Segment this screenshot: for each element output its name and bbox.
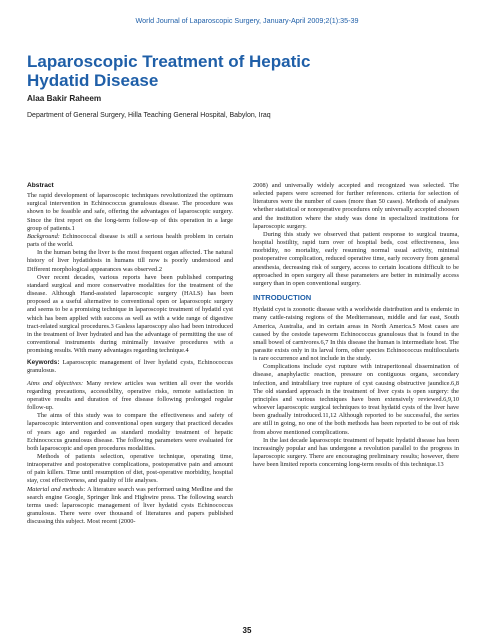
article-title xyxy=(27,52,467,90)
keywords-text: Laparoscopic management of liver hydatid cysts, Echinococcus granulosus. xyxy=(27,359,233,375)
abstract-paragraph: The rapid development of laparoscopic techniques revolutionized the optimum surgical intervention in Echinococcus granulosus disease. The procedure was shown to be feasible and safe, offering the advantages of laparoscopic surgery. Since the first report on the long-term follow-up of this operation in a large group of patients.1 xyxy=(27,192,233,232)
human-liver-paragraph: In the human being the liver is the most frequent organ affected. The natural history of liver hydatidosis in humans till now is poorly understood and Different morphological appearances was observed.2 xyxy=(27,249,233,273)
right-column xyxy=(253,182,459,469)
title-line-1: Laparoscopic Treatment of Hepatic xyxy=(27,52,311,71)
continued-paragraph: 2008) and universally widely accepted and recognized was selected. The selected papers were screened for further references. criteria for selection of literatures were the number of cases (more than 50 cases). Methods of analyses whether statistical or nonoperative procedures only universally accepted choosen and the institution where the study was done in specialized institutions for laparoscopic surgery. xyxy=(253,182,459,230)
keywords-lead: Keywords: xyxy=(27,359,60,367)
intro-paragraph-1: Hydatid cyst is zoonotic disease with a worldwide distribution and is endemic in many cattle-raising regions of the Mediterranean, middle and far east, South America, Australia, and in certain areas in North America.5 Most cases are caused by the cestode tapeworm Echinococcus granulosus that is found in the small bowel of carnivores.6,7 In this disease the human is intermediate host. The parasite exists only in its larval form, other species Echinococcus multilocularis is rare occurrence and not include in the study. xyxy=(253,306,459,363)
journal-header: World Journal of Laparoscopic Surgery, January-April 2009;2(1):35-39 xyxy=(135,16,359,25)
aims-text: Many review articles was written all over the worlds regarding precautions, accessibility, operative risks, remote satisfaction in operative results and duration of free disease following prolonged regular follow-up. xyxy=(27,379,233,412)
background-text: Echinococcal disease is still a serious health problem in certain parts of the world. xyxy=(27,232,233,249)
study-observation-paragraph: During this study we observed that patient response to surgical trauma, hospital hostility, rapid turn over of hospital beds, cost effectiveness, less morbidity, no mortality, early resuming normal usual activity, minimal postoperative complication, reduced operative time, early recovery from general anesthesia, decreasing risk of surgery, access to certain locations difficult to be approached in open surgery all these parameters are better in minimally access surgery than in open conventional surgery. xyxy=(253,230,459,287)
keywords-paragraph xyxy=(27,359,233,375)
aims-lead: Aims and objectives: xyxy=(27,379,84,387)
material-methods-lead: Material and methods: xyxy=(27,485,86,493)
aims-paragraph xyxy=(27,380,233,413)
material-methods-paragraph xyxy=(27,486,233,527)
recent-decades-paragraph: Over recent decades, various reports have been published comparing standard surgical and more conservative modalities for the treatment of the disease. Although Hand-assisted laparoscopic surgery (HALS) has been proposed as a useful alternative to conventional open or laparoscopic surgery and seems to be a promising technique in laparoscopic treatment of hydatid cyst which has been applied with success as well as with a wide range of digestive tract-related surgical procedures.3 Gasless laparoscopy also had been introduced in the treatment of liver hydrated and has the advantage of permitting the use of conventional instruments during minimally invasive procedures with a promising results. With many advantages regarding technique.4 xyxy=(27,273,233,355)
material-methods-text: A literature search was performed using Medline and the search engine Google, Springer link and Highwire press. The following search terms used: laparoscopic management of liver hydatid cysts Echinococcus granulosus. There were over thousand of literatures and papers published discussing this subject. Most recent (2000- xyxy=(27,485,233,526)
left-column xyxy=(27,182,233,526)
background-paragraph xyxy=(27,233,233,249)
methods-paragraph: Methods of patients selection, operative technique, operating time, intraoperative and postoperative complications, postoperative pain and amount of pain killers. Time until resumption of diet, post-operative morbidity, hospital stay, cost effectiveness, and quality of life analyses. xyxy=(27,453,233,485)
intro-paragraph-2: Complications include cyst rupture with intraperitoneal dissemination of disease, anaphylactic reaction, pressure on contiguous organs, secondary infection, and intrabiliary tree rupture of cyst causing obstructive jaundice.6,8 The old standard approach in the treatment of liver cysts is open surgery: the principles and various techniques have been extensively reviewed.6,9,10 whoever laparoscopic surgical techniques to treat hydatid cysts of the liver have been gradually introduced.11,12 Although reported to be successful, the series are still in going, no one of the both methods has been reported to be out of risk from above mentioned complications. xyxy=(253,363,459,436)
page-number: 35 xyxy=(242,626,252,635)
introduction-heading: INTRODUCTION xyxy=(253,293,312,303)
intro-paragraph-3: In the last decade laparoscopic treatment of hepatic hydatid disease has been increasingly popular and has undergone a revolution parallel to the progress in laparoscopic surgery. There are encouraging preliminary results; however, there have been limited reports concerning long-term results of this technique.13 xyxy=(253,436,459,469)
author-name: Alaa Bakir Raheem xyxy=(27,94,102,103)
study-aims-paragraph: The aims of this study was to compare the effectiveness and safety of laparoscopic intervention and conventional open surgery that practiced decades of years ago and regarded as standard modality treatment of hepatic Echinococcus granulosus disease. The following parameters were evaluated for both laparoscopic and open procedures modalities. xyxy=(27,412,233,452)
background-lead: Background: xyxy=(27,232,60,240)
abstract-heading: Abstract xyxy=(27,182,54,189)
author-affiliation: Department of General Surgery, Hilla Teaching General Hospital, Babylon, Iraq xyxy=(27,112,271,119)
title-line-2: Hydatid Disease xyxy=(27,71,159,90)
